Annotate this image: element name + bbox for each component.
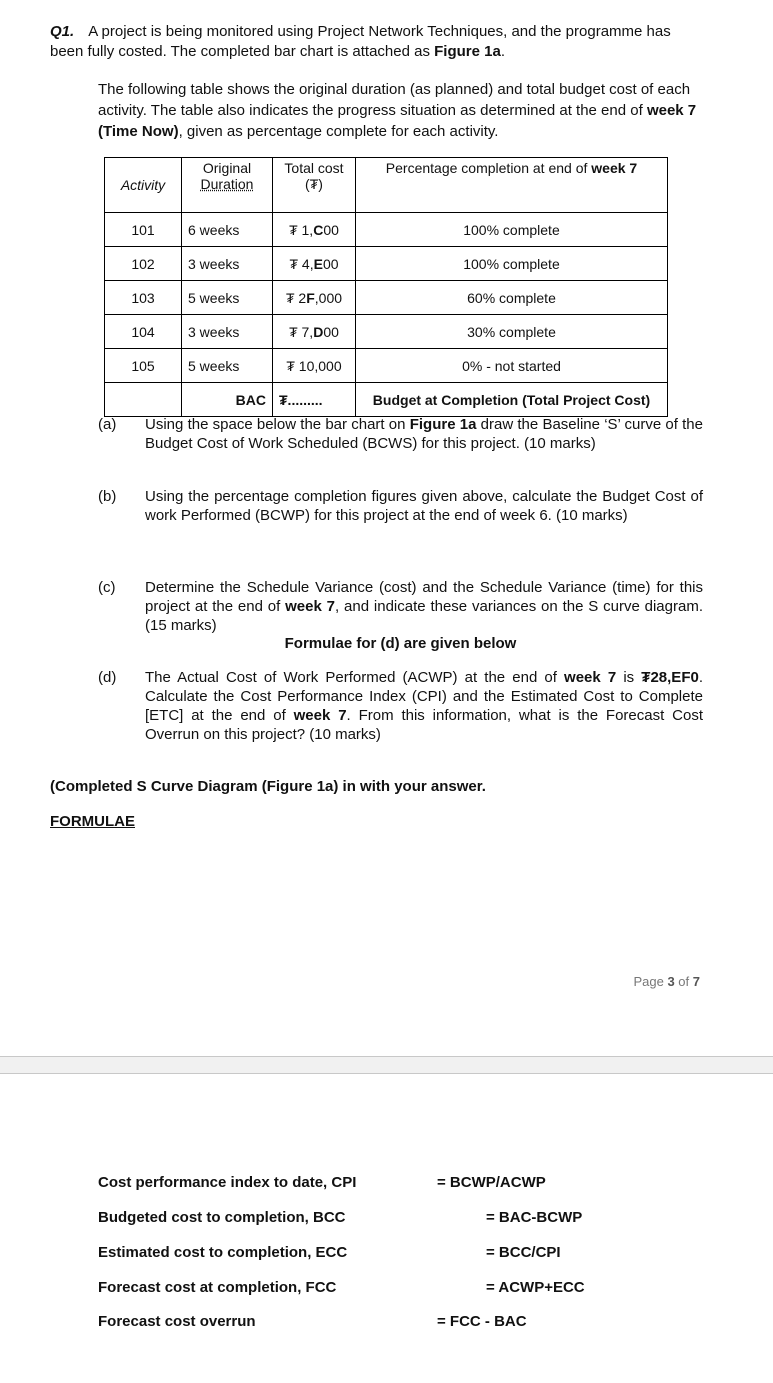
formula-label: Cost performance index to date, CPI — [98, 1174, 357, 1191]
formula-label: Estimated cost to completion, ECC — [98, 1244, 348, 1261]
page-separator — [0, 1056, 773, 1074]
activity-cell: 103 — [105, 281, 182, 315]
part-d — [98, 668, 703, 744]
table-row — [105, 213, 668, 247]
completion-cell: 30% complete — [356, 315, 668, 349]
part-b-text: Using the percentage completion figures given above, calculate the Budget Cost of work Performed (BCWP) for this project at the end of week 6. (10 marks) — [145, 488, 703, 524]
formula-value: = BAC-BCWP — [486, 1209, 583, 1226]
bac-value: ₮......... — [273, 383, 356, 417]
table-row — [105, 247, 668, 281]
header-total-cost: Total cost (₮) — [273, 158, 356, 213]
formula-row — [98, 1279, 698, 1299]
cost-cell: ₮ 2F,000 — [273, 281, 356, 315]
completion-cell: 100% complete — [356, 213, 668, 247]
bac-description: Budget at Completion (Total Project Cost) — [356, 383, 668, 417]
completed-note: (Completed S Curve Diagram (Figure 1a) in with your answer. — [50, 778, 486, 795]
bac-label: BAC — [182, 383, 273, 417]
formula-label: Budgeted cost to completion, BCC — [98, 1209, 346, 1226]
part-d-label: (d) — [98, 669, 117, 686]
table-row — [105, 315, 668, 349]
part-c — [98, 578, 703, 635]
duration-cell: 3 weeks — [182, 247, 273, 281]
part-c-label: (c) — [98, 579, 116, 596]
formula-row — [98, 1313, 698, 1333]
page-number: Page 3 of 7 — [633, 974, 700, 989]
formula-value: = ACWP+ECC — [486, 1279, 585, 1296]
bac-empty-cell — [105, 383, 182, 417]
part-b-label: (b) — [98, 488, 117, 505]
duration-cell: 5 weeks — [182, 349, 273, 383]
cost-cell: ₮ 1,C00 — [273, 213, 356, 247]
activity-cell: 101 — [105, 213, 182, 247]
completion-cell: 0% - not started — [356, 349, 668, 383]
part-d-text: The Actual Cost of Work Performed (ACWP) at the end of week 7 is ₮28,EF0. Calculate the Cost Performance Index (CPI) and the Estimated Cost to Complete [ETC] at the end of week 7. From this information, what is the Forecast Cost Overrun on this project? (10 marks) — [145, 669, 703, 743]
cost-cell: ₮ 10,000 — [273, 349, 356, 383]
part-c-text: Determine the Schedule Variance (cost) and the Schedule Variance (time) for this project at the end of week 7, and indicate these variances on the S curve diagram. (15 marks) — [145, 579, 703, 634]
formula-value: = FCC - BAC — [437, 1313, 527, 1330]
activity-cell: 102 — [105, 247, 182, 281]
activity-cell: 105 — [105, 349, 182, 383]
intro-paragraph: The following table shows the original duration (as planned) and total budget cost of each activity. The table also indicates the progress situation as determined at the end of week 7 (Time Now), given as percentage complete for each activity. — [98, 81, 697, 140]
bac-row — [105, 383, 668, 417]
formula-label: Forecast cost overrun — [98, 1313, 256, 1330]
formula-row — [98, 1209, 698, 1229]
header-percentage: Percentage completion at end of week 7 — [356, 158, 668, 213]
completion-cell: 100% complete — [356, 247, 668, 281]
table-row — [105, 281, 668, 315]
cost-cell: ₮ 7,D00 — [273, 315, 356, 349]
formula-label: Forecast cost at completion, FCC — [98, 1279, 337, 1296]
duration-cell: 6 weeks — [182, 213, 273, 247]
formula-row — [98, 1174, 698, 1194]
header-duration: Original Duration — [182, 158, 273, 213]
duration-cell: 3 weeks — [182, 315, 273, 349]
formulae-heading: FORMULAE — [50, 813, 135, 830]
activity-cell: 104 — [105, 315, 182, 349]
table-header-row — [105, 158, 668, 213]
formulae-note: Formulae for (d) are given below — [284, 635, 517, 652]
part-a — [98, 415, 703, 453]
formula-value: = BCC/CPI — [486, 1244, 561, 1261]
part-a-text: Using the space below the bar chart on Figure 1a draw the Baseline ‘S’ curve of the Budget Cost of Work Scheduled (BCWS) for this project. (10 marks) — [145, 416, 703, 452]
part-b — [98, 487, 703, 525]
table-row — [105, 349, 668, 383]
question-text: Q1. A project is being monitored using Project Network Techniques, and the programme has been fully costed. The completed bar chart is attached as Figure 1a. — [50, 23, 671, 60]
header-activity: Activity — [105, 158, 182, 213]
part-a-label: (a) — [98, 416, 117, 433]
formula-row — [98, 1244, 698, 1264]
completion-cell: 60% complete — [356, 281, 668, 315]
formula-value: = BCWP/ACWP — [437, 1174, 546, 1191]
cost-cell: ₮ 4,E00 — [273, 247, 356, 281]
activity-table — [104, 157, 668, 417]
duration-cell: 5 weeks — [182, 281, 273, 315]
question-number: Q1. — [50, 23, 75, 40]
